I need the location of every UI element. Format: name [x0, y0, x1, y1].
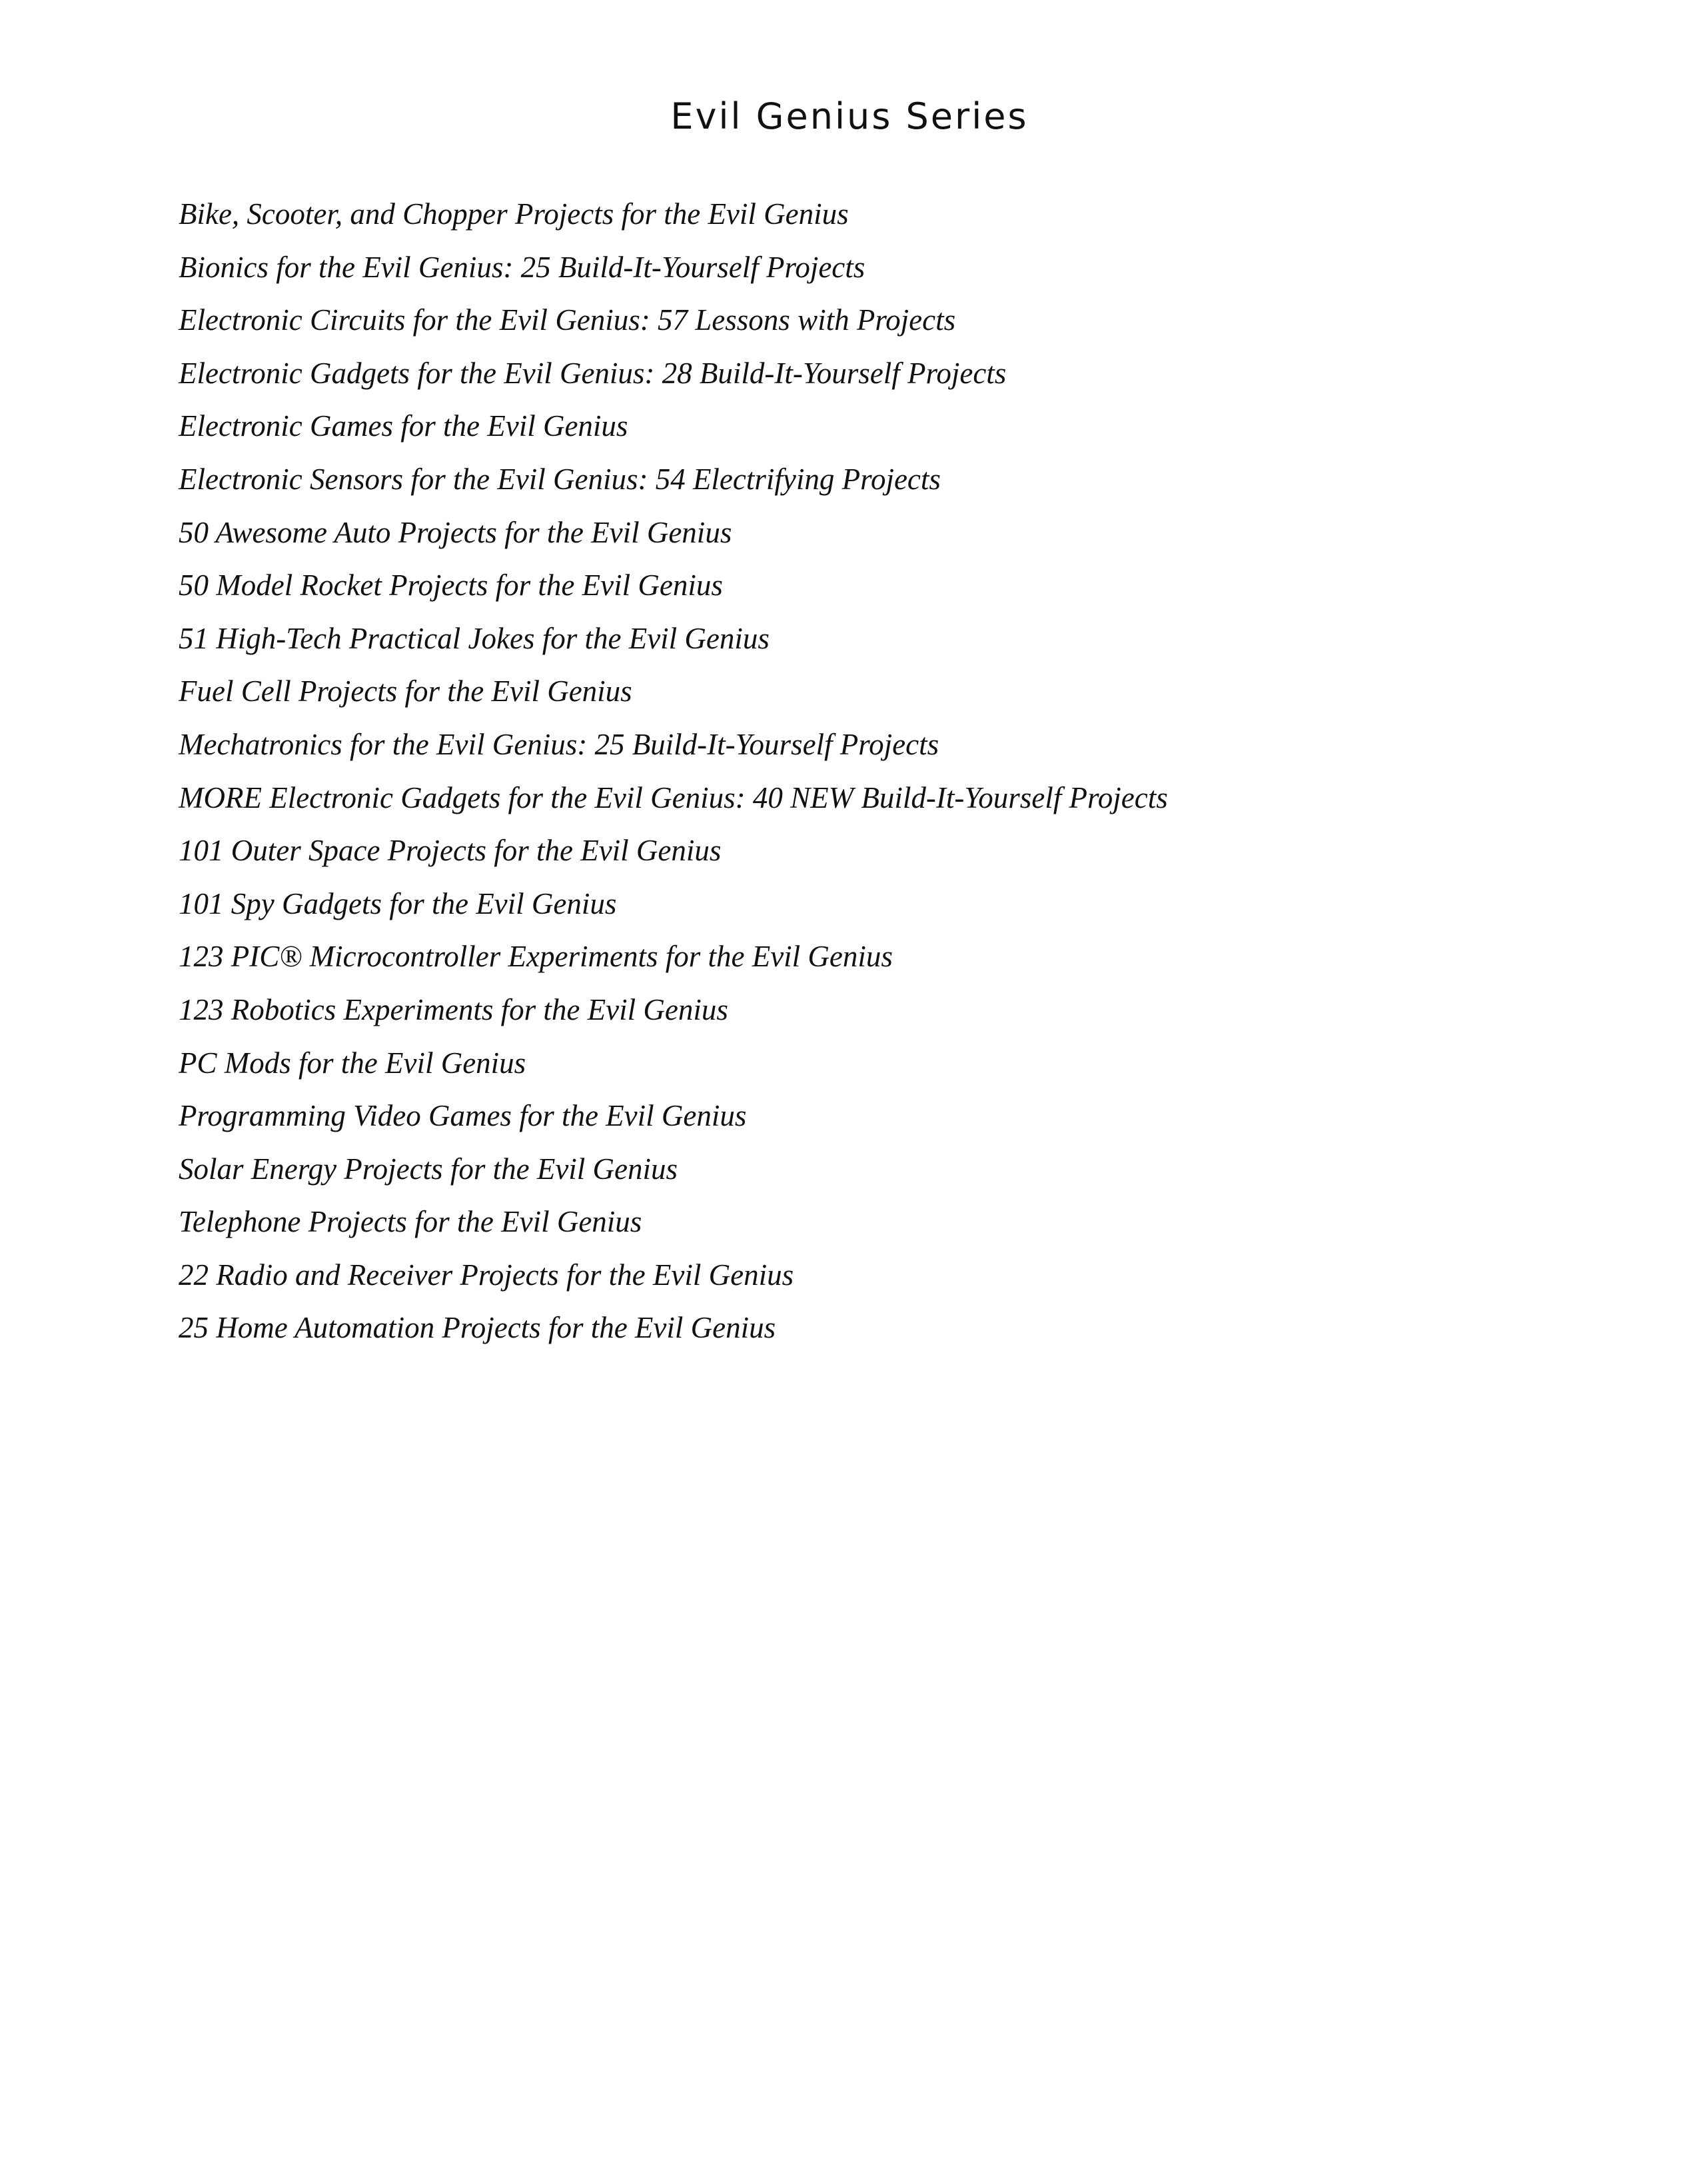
book-title: Programming Video Games for the Evil Genius [179, 1099, 747, 1133]
book-title: Solar Energy Projects for the Evil Genius [179, 1152, 678, 1186]
book-title: 22 Radio and Receiver Projects for the Evil Genius [179, 1258, 794, 1292]
page-title: Evil Genius Series [670, 95, 1029, 137]
book-title: 101 Spy Gadgets for the Evil Genius [179, 886, 617, 920]
book-title: 50 Awesome Auto Projects for the Evil Genius [179, 515, 732, 549]
book-title: 123 PIC® Microcontroller Experiments for the Evil Genius [179, 940, 893, 974]
book-title: Electronic Gadgets for the Evil Genius: 28 Build-It-Yourself Projects [179, 356, 1007, 390]
book-title: 50 Model Rocket Projects for the Evil Genius [179, 568, 723, 602]
book-list [179, 188, 1578, 1355]
book-title: Electronic Games for the Evil Genius [179, 409, 628, 443]
book-title: Electronic Sensors for the Evil Genius: 54 Electrifying Projects [179, 462, 941, 496]
book-title: Telephone Projects for the Evil Genius [179, 1205, 642, 1239]
book-title: Bike, Scooter, and Chopper Projects for the Evil Genius [179, 197, 849, 231]
book-title: 25 Home Automation Projects for the Evil Genius [179, 1311, 776, 1345]
book-title: 123 Robotics Experiments for the Evil Genius [179, 992, 728, 1026]
book-title: Fuel Cell Projects for the Evil Genius [179, 674, 632, 708]
book-title: PC Mods for the Evil Genius [179, 1046, 526, 1080]
book-title: Bionics for the Evil Genius: 25 Build-It-Yourself Projects [179, 250, 865, 284]
book-title: Electronic Circuits for the Evil Genius: 57 Lessons with Projects [179, 303, 956, 337]
book-title: Mechatronics for the Evil Genius: 25 Build-It-Yourself Projects [179, 727, 939, 761]
book-title: 101 Outer Space Projects for the Evil Genius [179, 834, 722, 868]
book-title: 51 High-Tech Practical Jokes for the Evil Genius [179, 621, 770, 655]
book-title: MORE Electronic Gadgets for the Evil Genius: 40 NEW Build-It-Yourself Projects [179, 780, 1168, 814]
